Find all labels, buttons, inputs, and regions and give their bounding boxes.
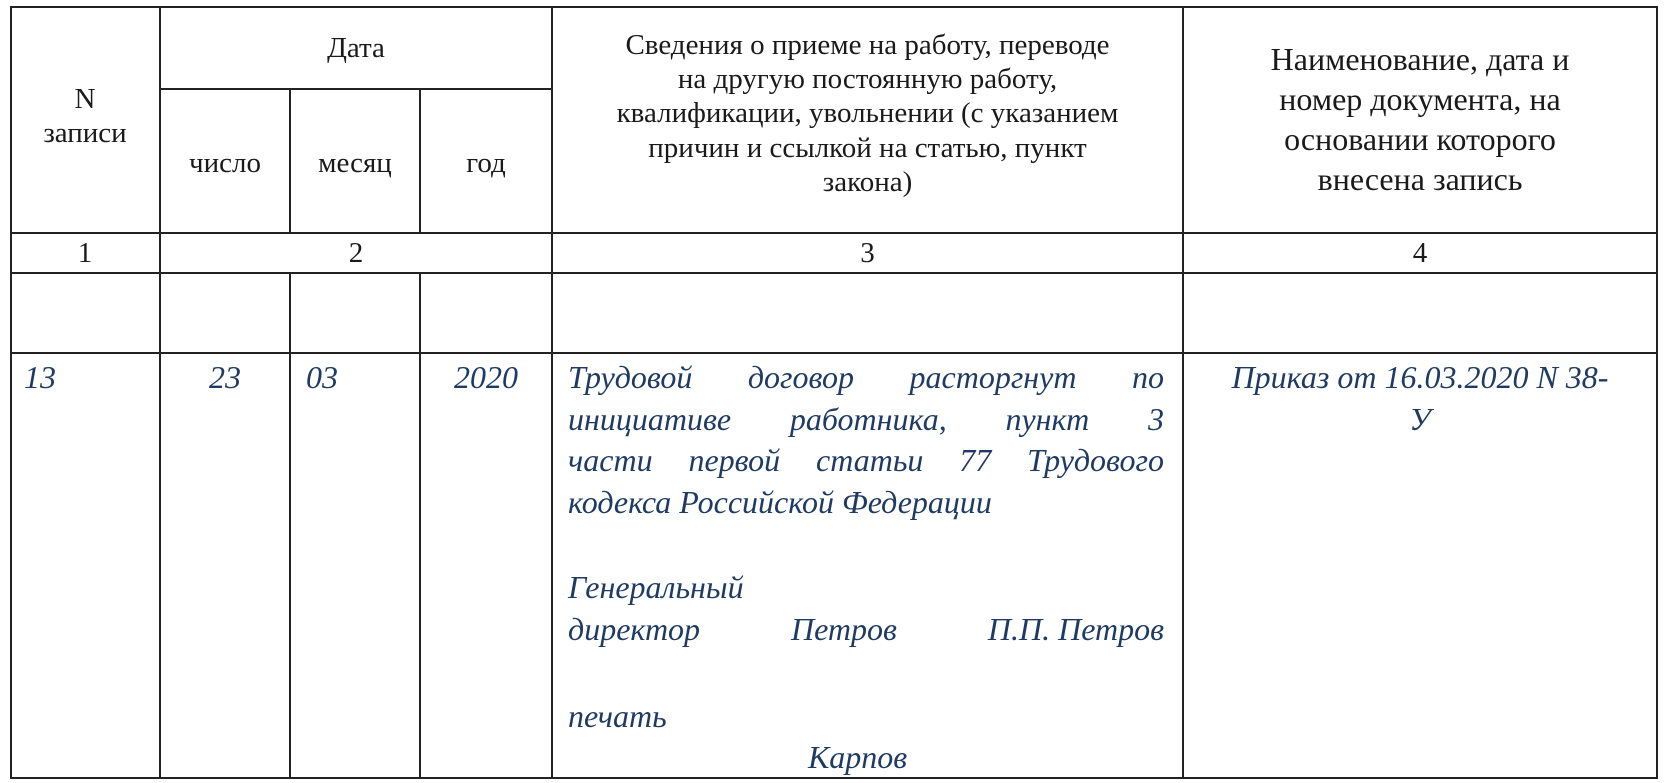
signature-handwritten: Петров <box>791 611 897 647</box>
employee-signature: Карпов <box>808 739 908 775</box>
header-record-no: N записи <box>43 83 127 150</box>
table-right-border <box>1656 6 1658 779</box>
signature-name: П.П. Петров <box>987 611 1164 647</box>
column-number-row-border <box>10 272 1658 274</box>
header-info: Сведения о приеме на работу, переводе на другую постоянную работу, квалификации, увольнении (с указанием причин и ссылкой на статью, пункт закона) <box>616 29 1119 198</box>
signature-position: директор <box>568 611 701 647</box>
header-day: число <box>189 147 261 179</box>
column-number-4: 4 <box>1412 237 1428 269</box>
entry-text: Трудовой договор расторгнут по инициативе работника, пункт 3 части первой статьи 77 Трудового кодекса Российской Федерации <box>568 359 1164 520</box>
entry-record-no: 13 <box>24 359 56 395</box>
column-divider-day-month <box>289 272 291 779</box>
header-month: месяц <box>318 147 392 179</box>
empty-row-border <box>10 352 1658 354</box>
entry-stamp: печать <box>568 698 667 734</box>
entry-signature-line <box>568 609 1164 651</box>
entry-day: 23 <box>209 359 241 395</box>
entry-position: Генеральный <box>568 569 744 605</box>
column-number-1: 1 <box>77 237 93 269</box>
header-date: Дата <box>327 32 385 64</box>
table-top-border <box>10 6 1658 8</box>
column-number-3: 3 <box>860 237 875 269</box>
entry-document: Приказ от 16.03.2020 N 38- У <box>1231 359 1609 437</box>
header-year: год <box>466 147 506 179</box>
header-bottom-border <box>10 232 1658 234</box>
entry-year: 2020 <box>454 359 518 395</box>
column-number-2: 2 <box>348 237 364 269</box>
date-subheader-divider <box>160 88 552 90</box>
header-document: Наименование, дата и номер документа, на основании которого внесена запись <box>1270 41 1570 197</box>
column-divider-month-year <box>419 272 421 779</box>
entry-month: 03 <box>306 359 338 395</box>
